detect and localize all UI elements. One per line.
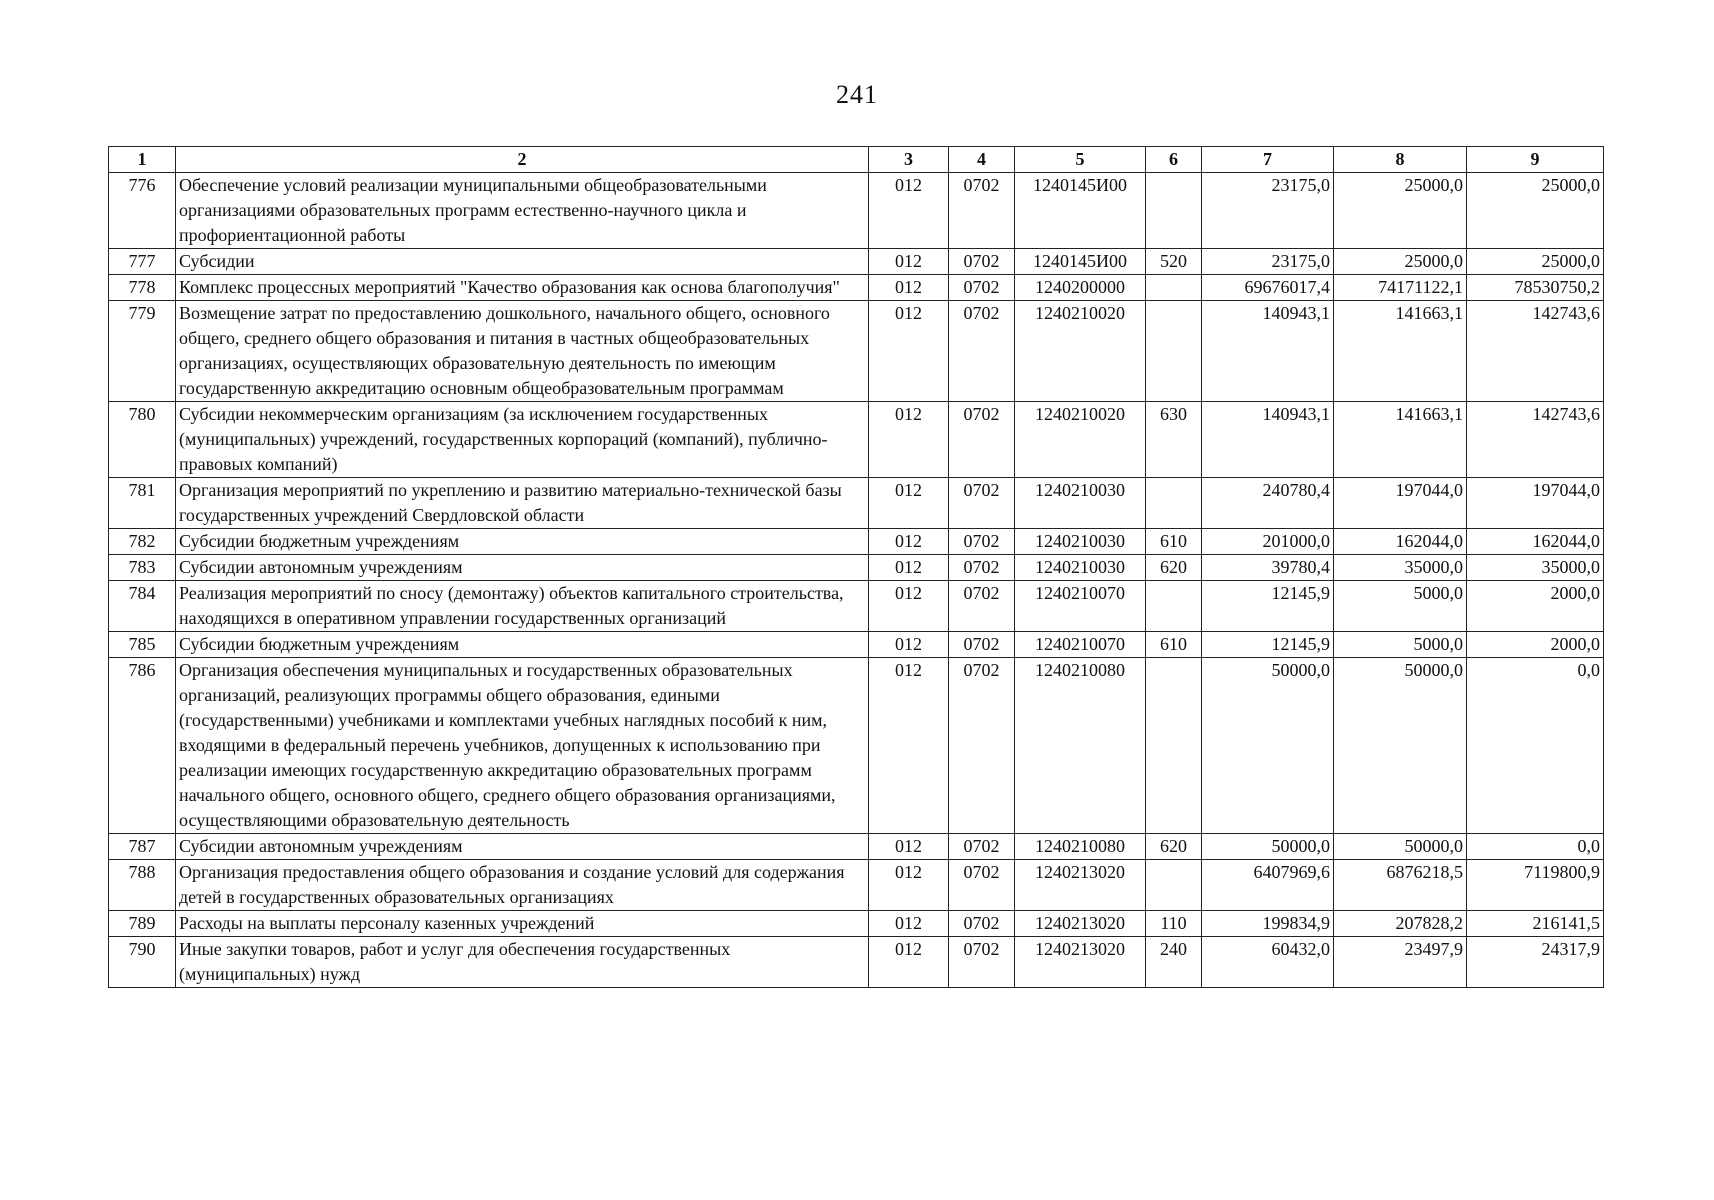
row-col-5: 1240210030 (1015, 478, 1146, 529)
row-col-4: 0702 (949, 581, 1015, 632)
row-col-4: 0702 (949, 478, 1015, 529)
row-col-6: 630 (1146, 402, 1202, 478)
row-number: 780 (109, 402, 176, 478)
row-col-5: 1240210080 (1015, 658, 1146, 834)
header-col-5: 5 (1015, 147, 1146, 173)
row-number: 779 (109, 301, 176, 402)
row-col-5: 1240210020 (1015, 301, 1146, 402)
row-col-9: 197044,0 (1467, 478, 1604, 529)
row-col-8: 162044,0 (1334, 529, 1467, 555)
row-col-8: 50000,0 (1334, 834, 1467, 860)
row-col-7: 23175,0 (1202, 249, 1334, 275)
row-col-7: 39780,4 (1202, 555, 1334, 581)
row-col-4: 0702 (949, 402, 1015, 478)
row-col-7: 50000,0 (1202, 834, 1334, 860)
row-name: Субсидии бюджетным учреждениям (176, 529, 869, 555)
table-row (109, 834, 1604, 860)
row-col-7: 140943,1 (1202, 301, 1334, 402)
row-col-4: 0702 (949, 249, 1015, 275)
row-col-6 (1146, 275, 1202, 301)
row-col-3: 012 (869, 275, 949, 301)
table-row (109, 478, 1604, 529)
row-col-5: 1240145И00 (1015, 249, 1146, 275)
row-col-8: 6876218,5 (1334, 860, 1467, 911)
row-name: Организация мероприятий по укреплению и развитию материально-технической базы государственных учреждений Свердловской области (176, 478, 869, 529)
row-name: Субсидии бюджетным учреждениям (176, 632, 869, 658)
row-col-8: 5000,0 (1334, 581, 1467, 632)
row-col-3: 012 (869, 173, 949, 249)
row-col-4: 0702 (949, 529, 1015, 555)
row-name: Субсидии (176, 249, 869, 275)
row-number: 782 (109, 529, 176, 555)
row-col-9: 7119800,9 (1467, 860, 1604, 911)
row-name: Обеспечение условий реализации муниципальными общеобразовательными организациями образовательных программ естественно-научного цикла и профориентационной работы (176, 173, 869, 249)
row-col-6 (1146, 581, 1202, 632)
row-col-4: 0702 (949, 301, 1015, 402)
table-row (109, 860, 1604, 911)
row-name: Реализация мероприятий по сносу (демонтажу) объектов капитального строительства, находящихся в оперативном управлении государственных организаций (176, 581, 869, 632)
row-name: Субсидии автономным учреждениям (176, 834, 869, 860)
header-col-3: 3 (869, 147, 949, 173)
row-col-4: 0702 (949, 911, 1015, 937)
row-col-7: 6407969,6 (1202, 860, 1334, 911)
header-row (109, 147, 1604, 173)
row-col-6: 610 (1146, 529, 1202, 555)
row-col-6: 110 (1146, 911, 1202, 937)
row-col-7: 140943,1 (1202, 402, 1334, 478)
row-number: 787 (109, 834, 176, 860)
row-col-7: 201000,0 (1202, 529, 1334, 555)
table-row (109, 658, 1604, 834)
table-row (109, 402, 1604, 478)
row-col-9: 216141,5 (1467, 911, 1604, 937)
row-col-5: 1240210070 (1015, 632, 1146, 658)
row-number: 790 (109, 937, 176, 988)
row-col-6 (1146, 301, 1202, 402)
row-number: 783 (109, 555, 176, 581)
row-col-7: 199834,9 (1202, 911, 1334, 937)
row-col-3: 012 (869, 860, 949, 911)
row-col-3: 012 (869, 937, 949, 988)
budget-table (108, 146, 1604, 988)
row-number: 788 (109, 860, 176, 911)
row-number: 781 (109, 478, 176, 529)
row-number: 789 (109, 911, 176, 937)
row-col-9: 24317,9 (1467, 937, 1604, 988)
table-row (109, 555, 1604, 581)
row-col-5: 1240210030 (1015, 529, 1146, 555)
header-col-6: 6 (1146, 147, 1202, 173)
table-row (109, 249, 1604, 275)
row-col-9: 78530750,2 (1467, 275, 1604, 301)
row-col-3: 012 (869, 249, 949, 275)
row-name: Возмещение затрат по предоставлению дошкольного, начального общего, основного общего, среднего общего образования и питания в частных общеобразовательных организациях, осуществляющих образовательную деятельность по имеющим государственную аккредитацию основным общеобразовательным программам (176, 301, 869, 402)
table-row (109, 173, 1604, 249)
row-col-6 (1146, 173, 1202, 249)
row-col-4: 0702 (949, 555, 1015, 581)
row-col-6 (1146, 658, 1202, 834)
row-col-9: 35000,0 (1467, 555, 1604, 581)
row-col-8: 50000,0 (1334, 658, 1467, 834)
row-col-8: 25000,0 (1334, 173, 1467, 249)
table-row (109, 275, 1604, 301)
row-col-3: 012 (869, 658, 949, 834)
header-col-2: 2 (176, 147, 869, 173)
row-col-5: 1240213020 (1015, 860, 1146, 911)
row-col-6: 610 (1146, 632, 1202, 658)
row-col-8: 197044,0 (1334, 478, 1467, 529)
row-col-8: 207828,2 (1334, 911, 1467, 937)
row-col-6: 520 (1146, 249, 1202, 275)
row-col-5: 1240213020 (1015, 911, 1146, 937)
header-col-4: 4 (949, 147, 1015, 173)
row-name: Субсидии автономным учреждениям (176, 555, 869, 581)
row-col-3: 012 (869, 555, 949, 581)
row-col-4: 0702 (949, 173, 1015, 249)
header-col-9: 9 (1467, 147, 1604, 173)
row-col-3: 012 (869, 478, 949, 529)
row-col-6: 620 (1146, 834, 1202, 860)
row-name: Иные закупки товаров, работ и услуг для обеспечения государственных (муниципальных) нужд (176, 937, 869, 988)
row-col-3: 012 (869, 911, 949, 937)
row-col-8: 5000,0 (1334, 632, 1467, 658)
row-col-3: 012 (869, 402, 949, 478)
header-col-8: 8 (1334, 147, 1467, 173)
row-name: Организация предоставления общего образования и создание условий для содержания детей в государственных образовательных организациях (176, 860, 869, 911)
row-col-8: 141663,1 (1334, 402, 1467, 478)
table-row (109, 911, 1604, 937)
row-col-9: 25000,0 (1467, 249, 1604, 275)
row-col-4: 0702 (949, 937, 1015, 988)
row-col-7: 12145,9 (1202, 632, 1334, 658)
row-name: Субсидии некоммерческим организациям (за исключением государственных (муниципальных) учреждений, государственных корпораций (компаний), публично-правовых компаний) (176, 402, 869, 478)
row-col-4: 0702 (949, 275, 1015, 301)
row-col-6 (1146, 860, 1202, 911)
row-number: 777 (109, 249, 176, 275)
row-col-5: 1240210080 (1015, 834, 1146, 860)
row-col-3: 012 (869, 301, 949, 402)
row-col-3: 012 (869, 529, 949, 555)
row-col-7: 12145,9 (1202, 581, 1334, 632)
row-col-3: 012 (869, 581, 949, 632)
row-col-8: 35000,0 (1334, 555, 1467, 581)
row-col-9: 162044,0 (1467, 529, 1604, 555)
page-number: 241 (836, 80, 878, 109)
row-col-6: 240 (1146, 937, 1202, 988)
row-col-5: 1240210070 (1015, 581, 1146, 632)
row-col-7: 69676017,4 (1202, 275, 1334, 301)
header-col-7: 7 (1202, 147, 1334, 173)
row-col-5: 1240210030 (1015, 555, 1146, 581)
row-col-5: 1240200000 (1015, 275, 1146, 301)
row-col-8: 25000,0 (1334, 249, 1467, 275)
row-col-9: 25000,0 (1467, 173, 1604, 249)
row-col-5: 1240213020 (1015, 937, 1146, 988)
row-number: 784 (109, 581, 176, 632)
row-number: 778 (109, 275, 176, 301)
row-number: 776 (109, 173, 176, 249)
row-col-3: 012 (869, 834, 949, 860)
row-name: Расходы на выплаты персоналу казенных учреждений (176, 911, 869, 937)
row-col-9: 0,0 (1467, 658, 1604, 834)
row-col-9: 0,0 (1467, 834, 1604, 860)
row-col-8: 23497,9 (1334, 937, 1467, 988)
row-col-9: 142743,6 (1467, 301, 1604, 402)
row-col-9: 2000,0 (1467, 632, 1604, 658)
row-col-8: 141663,1 (1334, 301, 1467, 402)
row-name: Организация обеспечения муниципальных и государственных образовательных организаций, реализующих программы общего образования, едиными (государственными) учебниками и комплектами учебных наглядных пособий к ним, входящими в федеральный перечень учебников, допущенных к использованию при реализации имеющих государственную аккредитацию образовательных программ начального общего, основного общего, среднего общего образования организациями, осуществляющими образовательную деятельность (176, 658, 869, 834)
row-col-8: 74171122,1 (1334, 275, 1467, 301)
row-col-4: 0702 (949, 658, 1015, 834)
row-col-3: 012 (869, 632, 949, 658)
table-row (109, 581, 1604, 632)
table-body (109, 173, 1604, 988)
row-number: 786 (109, 658, 176, 834)
table-row (109, 937, 1604, 988)
row-col-7: 240780,4 (1202, 478, 1334, 529)
row-col-4: 0702 (949, 632, 1015, 658)
table-row (109, 529, 1604, 555)
row-col-4: 0702 (949, 834, 1015, 860)
row-name: Комплекс процессных мероприятий "Качество образования как основа благополучия" (176, 275, 869, 301)
row-col-7: 23175,0 (1202, 173, 1334, 249)
row-col-9: 2000,0 (1467, 581, 1604, 632)
table-row (109, 632, 1604, 658)
table-row (109, 301, 1604, 402)
row-col-9: 142743,6 (1467, 402, 1604, 478)
header-col-1: 1 (109, 147, 176, 173)
row-number: 785 (109, 632, 176, 658)
row-col-5: 1240145И00 (1015, 173, 1146, 249)
row-col-6: 620 (1146, 555, 1202, 581)
row-col-5: 1240210020 (1015, 402, 1146, 478)
row-col-6 (1146, 478, 1202, 529)
row-col-4: 0702 (949, 860, 1015, 911)
row-col-7: 50000,0 (1202, 658, 1334, 834)
row-col-7: 60432,0 (1202, 937, 1334, 988)
